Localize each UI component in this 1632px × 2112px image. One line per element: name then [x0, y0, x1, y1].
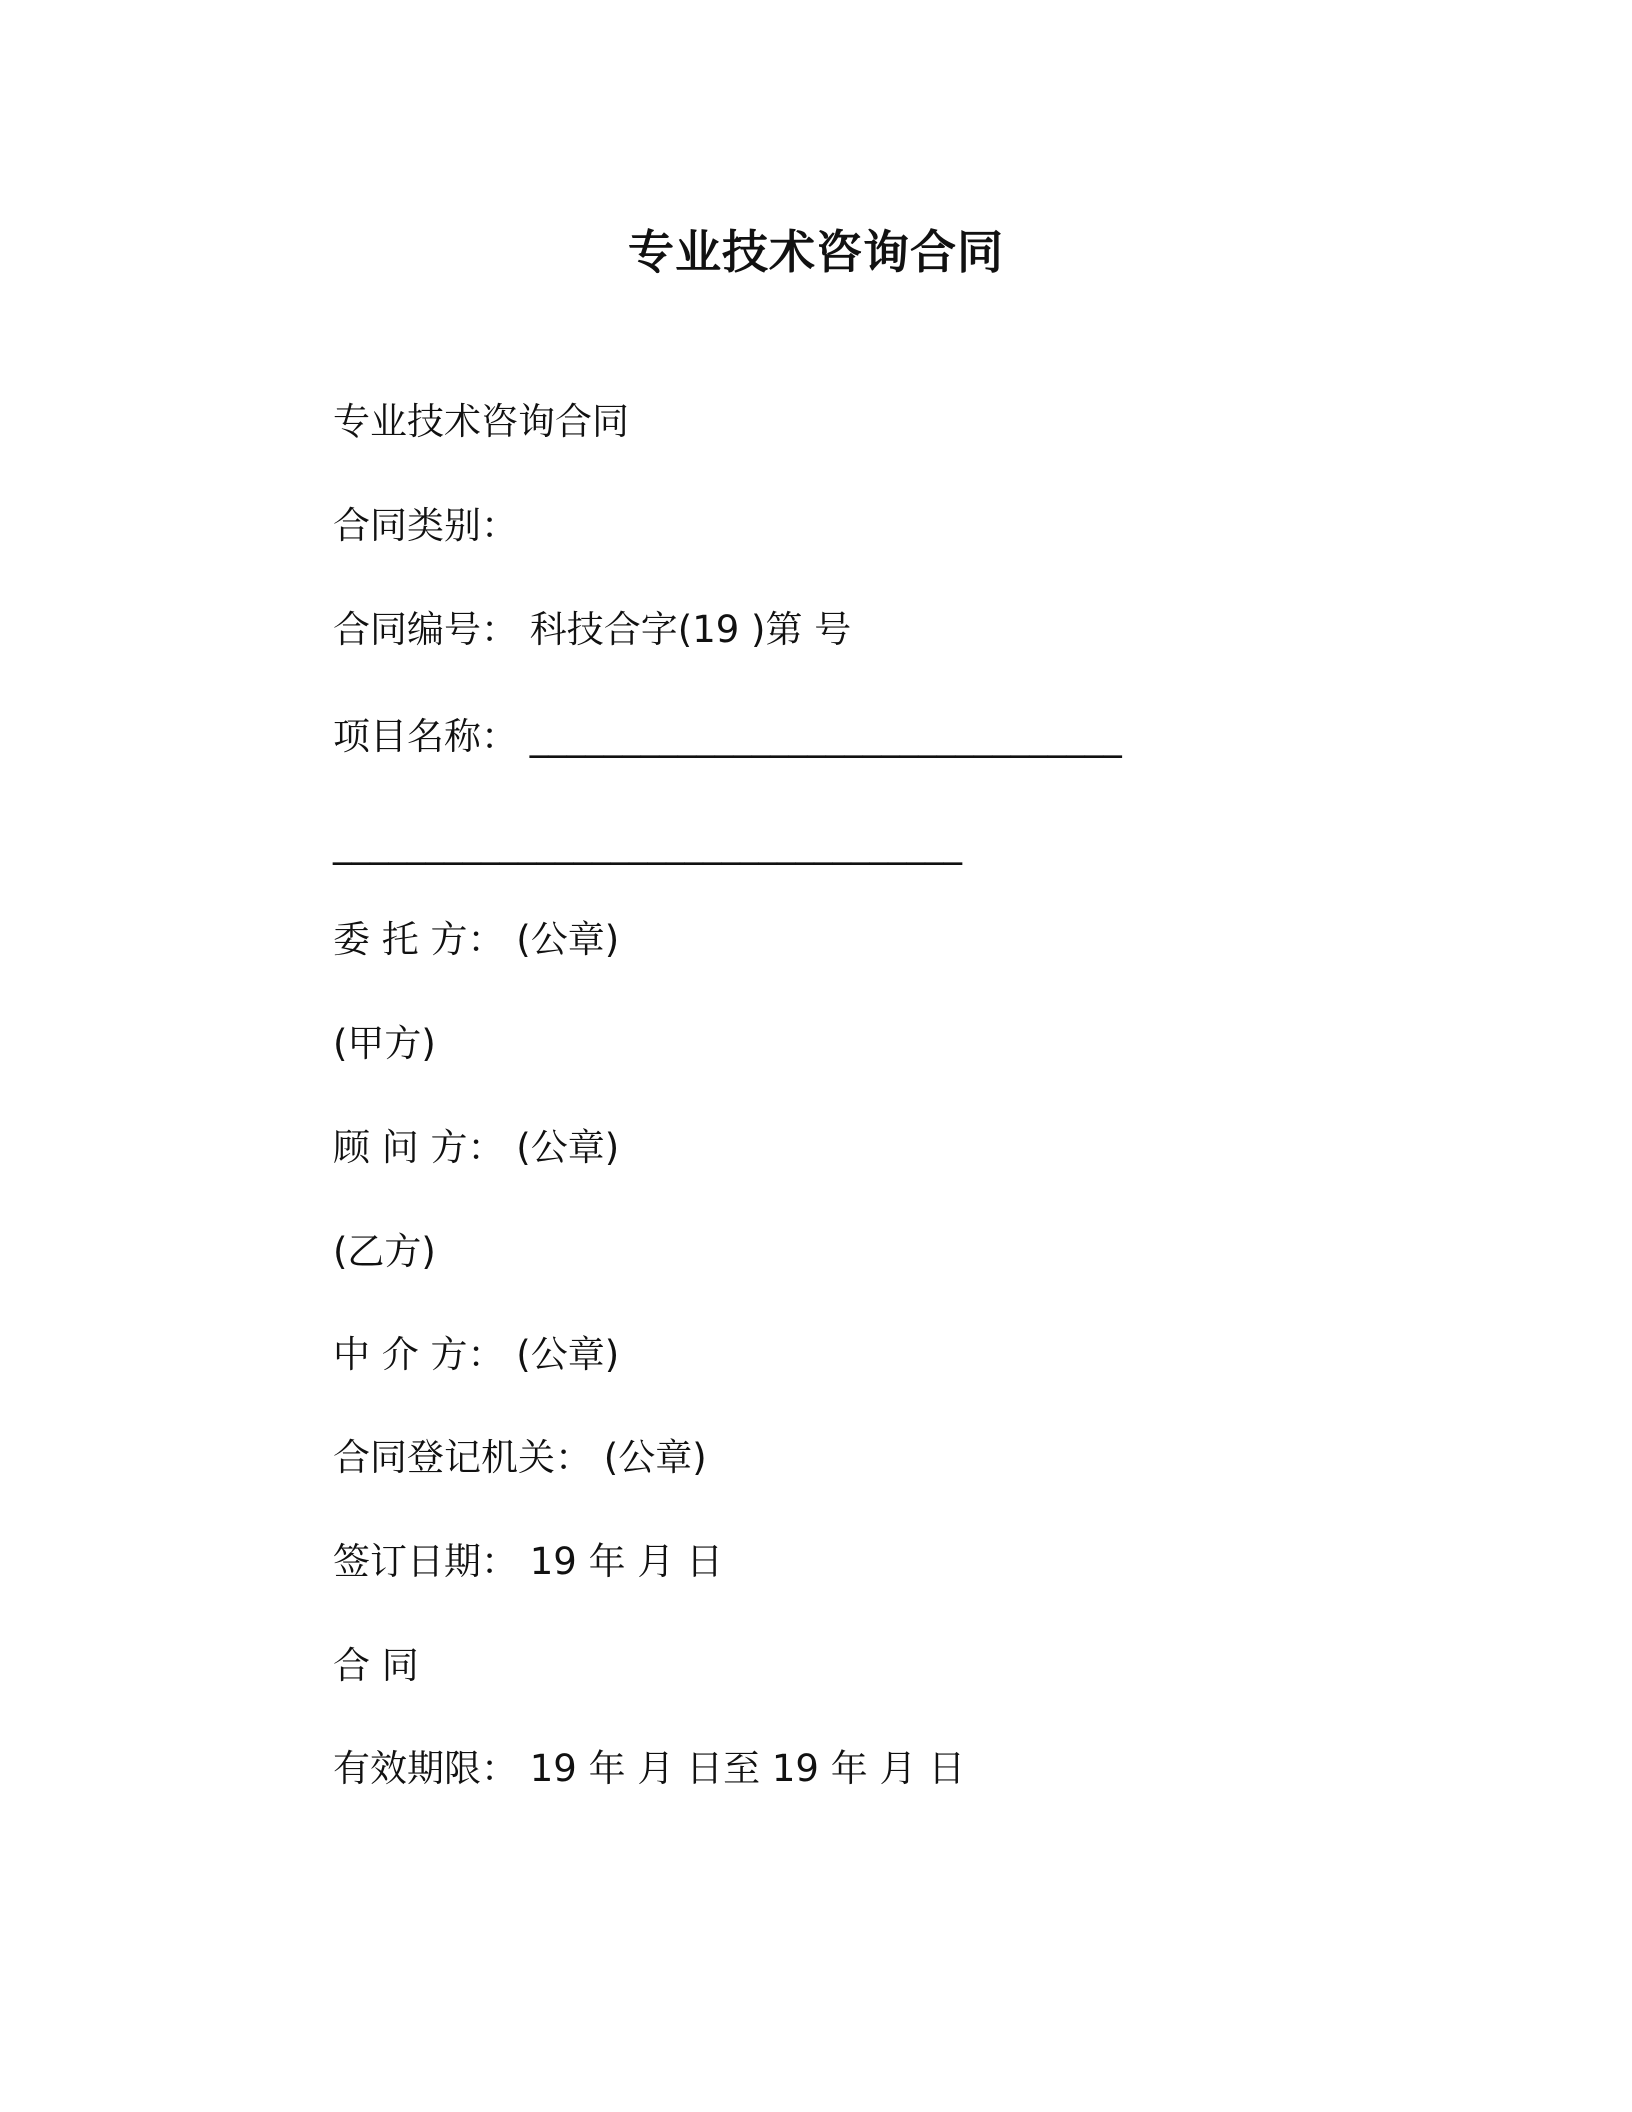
validity-period-line: 有效期限： 19 年 月 日至 19 年 月 日 — [333, 1747, 966, 1790]
contract-category-line: 合同类别： — [333, 504, 518, 547]
party-b-label: (乙方) — [333, 1230, 436, 1273]
contract-number-line: 合同编号： 科技合字(19 )第 号 — [333, 608, 852, 651]
client-party-line: 委 托 方： (公章) — [333, 918, 620, 961]
contract-label: 合 同 — [333, 1644, 419, 1687]
project-name-continuation: __________________________________ — [333, 822, 962, 865]
party-a-label: (甲方) — [333, 1022, 436, 1065]
document-title: 专业技术咨询合同 — [628, 225, 1004, 279]
consultant-party-line: 顾 问 方： (公章) — [333, 1126, 620, 1169]
signing-date-line: 签订日期： 19 年 月 日 — [333, 1540, 724, 1583]
contract-heading: 专业技术咨询合同 — [333, 400, 629, 443]
intermediary-party-line: 中 介 方： (公章) — [333, 1333, 620, 1376]
project-name-line: 项目名称： ________________________________ — [333, 715, 1122, 758]
registration-authority-line: 合同登记机关： (公章) — [333, 1436, 707, 1479]
